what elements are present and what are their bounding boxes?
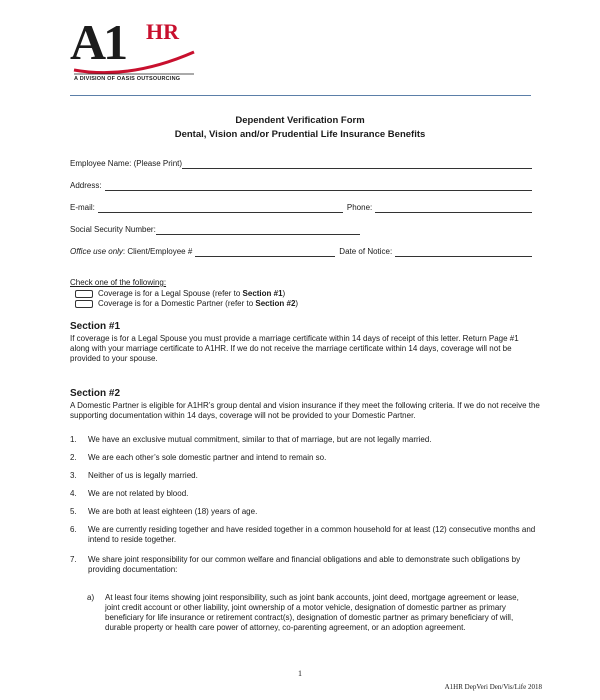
phone-input[interactable] bbox=[375, 205, 532, 213]
email-phone-row bbox=[70, 203, 532, 213]
legal-spouse-checkbox[interactable] bbox=[75, 290, 93, 298]
list-item: 7. We share joint responsibility for our common welfare and financial obligations and able to demonstrate such obligations by providing documentation: bbox=[70, 555, 521, 574]
address-label: Address: bbox=[70, 181, 102, 190]
list-item: 3. Neither of us is legally married. bbox=[70, 471, 198, 480]
logo-a1-text: A1 bbox=[70, 14, 126, 70]
office-use-label: Office use only bbox=[70, 247, 123, 256]
client-employee-input[interactable] bbox=[195, 249, 335, 257]
domestic-partner-label: Coverage is for a Domestic Partner (refer to Section #2) bbox=[98, 299, 299, 308]
ssn-input[interactable] bbox=[156, 227, 360, 235]
list-item: 5. We are both at least eighteen (18) years of age. bbox=[70, 507, 258, 516]
form-title: Dependent Verification Form bbox=[235, 115, 365, 126]
logo-hr-text: HR bbox=[146, 19, 179, 44]
address-row bbox=[70, 181, 532, 191]
list-item: 2. We are each other’s sole domestic partner and intend to remain so. bbox=[70, 453, 327, 462]
list-item: 6. We are currently residing together and have resided together in a common household for at least (12) consecutive months and intend to reside together. bbox=[70, 525, 536, 544]
email-input[interactable] bbox=[98, 205, 343, 213]
email-label: E-mail: bbox=[70, 203, 95, 212]
employee-name-label: Employee Name: (Please Print) bbox=[70, 159, 183, 168]
employee-name-input[interactable] bbox=[182, 161, 532, 169]
option-legal-spouse bbox=[75, 289, 285, 298]
ssn-label: Social Security Number: bbox=[70, 225, 156, 234]
section1-body: If coverage is for a Legal Spouse you must provide a marriage certificate within 14 days of receipt of this letter. Return Page #1 along with your marriage certificate to A1HR. If we do not receive the marriage certificate within 14 days, coverage will not be provided to your spouse. bbox=[70, 334, 519, 363]
sub-list-item: a) At least four items showing joint responsibility, such as joint bank accounts, joint deed, mortgage agreement or lease, joint credit account or other liability, joint ownership of a motor vehicle, designation of domestic partner as primary beneficiary for life insurance or retirement contract(s), designation of domestic partner as primary beneficiary of will, durable property or health care power of attorney, co-parenting agreement, or an adoption agreement. bbox=[87, 593, 519, 632]
section2-heading: Section #2 bbox=[70, 388, 121, 399]
address-input[interactable] bbox=[105, 183, 532, 191]
domestic-partner-checkbox[interactable] bbox=[75, 300, 93, 308]
legal-spouse-label: Coverage is for a Legal Spouse (refer to Section #1) bbox=[98, 289, 286, 298]
check-instructions: Check one of the following: bbox=[70, 278, 167, 287]
form-code: A1HR DepVeri Den/Vis/Life 2018 bbox=[444, 683, 542, 691]
office-use-row bbox=[70, 247, 532, 257]
list-item: 4. We are not related by blood. bbox=[70, 489, 189, 498]
list-item: 1. We have an exclusive mutual commitment, similar to that of marriage, but are not legally married. bbox=[70, 435, 432, 444]
client-employee-label: : Client/Employee # bbox=[122, 247, 193, 256]
header-divider bbox=[70, 95, 531, 96]
date-of-notice-label: Date of Notice: bbox=[339, 247, 393, 256]
logo-tagline: A DIVISION OF OASIS OUTSOURCING bbox=[74, 76, 181, 82]
option-domestic-partner bbox=[75, 299, 298, 308]
ssn-row bbox=[70, 225, 360, 235]
date-of-notice-input[interactable] bbox=[395, 249, 532, 257]
company-logo bbox=[70, 14, 200, 84]
form-subtitle: Dental, Vision and/or Prudential Life Insurance Benefits bbox=[174, 129, 426, 140]
employee-name-row bbox=[70, 159, 532, 169]
section1-heading: Section #1 bbox=[70, 321, 121, 332]
page-number: 1 bbox=[298, 669, 302, 678]
section2-body: A Domestic Partner is eligible for A1HR’s group dental and vision insurance if they meet the following criteria. If we do not receive the supporting documentation within 14 days, coverage will not be provided to your Domestic Partner. bbox=[70, 401, 540, 420]
phone-label: Phone: bbox=[346, 203, 373, 212]
